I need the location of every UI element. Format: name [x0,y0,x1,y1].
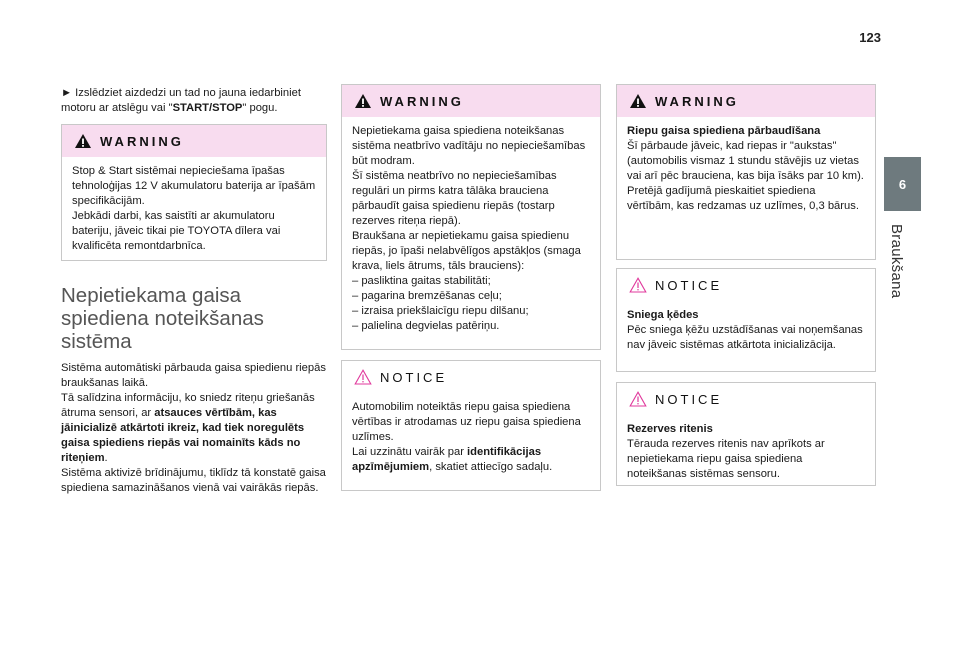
notice-header [342,361,600,393]
list-item: – pasliktina gaitas stabilitāti; [352,275,491,287]
warning-triangle-filled-icon [354,93,372,109]
warning-triangle-filled-icon [629,93,647,109]
warning-header [617,85,875,117]
warning-triangle-filled-icon [74,133,92,149]
notice-header [617,383,875,415]
list-item: – pagarina bremzēšanas ceļu; [352,290,502,302]
warning-title: WARNING [655,93,739,109]
list-item: – palielina degvielas patēriņu. [352,320,500,332]
box-subtitle: Sniega ķēdes [627,309,699,321]
warning-triangle-outline-icon [629,391,647,407]
section-body: Sistēma automātiski pārbauda gaisa spiedienu riepās braukšanas laikā. Tā salīdzina informāciju, ko sniedz riteņu griešanās ātruma sensori, ar atsauces vērtībām, kas jāinicializē atkārtoti ikreiz, kad tiek noregulēts gaisa spiediens riepās vai nomainīts kāds no riteņiem. Sistēma aktivizē brīdinājumu, tiklīdz tā konstatē gaisa spiediena samazināšanos vienā vai vairākās riepās. [61,362,326,494]
warning-box-pressure-check: WARNING Riepu gaisa spiediena pārbaudīšana Šī pārbaude jāveic, kad riepas ir "aukstas" (automobilis vismaz 1 stundu stāvējis uz vietas vai arī pēc brauciena, kas bija īsāks par 10 km). Pretējā gadījumā pieskaitiet spiediena vērtībām, kas redzamas uz uzlīmes, 0,3 bārus. [616,84,876,260]
notice-title: NOTICE [655,277,723,293]
notice-box-snow-chains: NOTICE Sniega ķēdes Pēc sniega ķēžu uzstādīšanas vai noņemšanas nav jāveic sistēmas atkārtota inicializācija. [616,268,876,372]
chapter-tab[interactable]: 6 [884,157,921,211]
chapter-title: Braukšana [888,224,905,299]
bullet-icon: ► [61,87,73,99]
warning-box-detection: WARNING Nepietiekama gaisa spiediena noteikšanas sistēma neatbrīvo vadītāju no nepieciešamības būt modram. Šī sistēma neatbrīvo no nepieciešamības regulāri un pirms katra tālāka brauciena pārbaudīt gaisa spiedienu riepās (tostarp rezerves riteņa riepā). Braukšana ar nepietiekamu gaisa spiedienu riepās, jo īpaši nelabvēlīgos apstākļos (smaga krava, liels ātrums, tāls brauciens): – pasliktina gaitas stabilitāti; – pagarina bremzēšanas ceļu; – izraisa priekšlaicīgu riepu dilšanu; – palielina degvielas patēriņu. [341,84,601,350]
warning-box-battery: WARNING Stop & Start sistēmai nepieciešama īpašas tehnoloģijas 12 V akumulatoru baterija ar īpašām specifikācijām. Jebkādi darbi, kas saistīti ar akumulatoru bateriju, jāveic tikai pie TOYOTA dīlera vai kvalificēta remontdarbnīca. [61,124,327,261]
notice-box-spare-wheel: NOTICE Rezerves ritenis Tērauda rezerves ritenis nav aprīkots ar nepietiekama riepu gaisa spiediena noteikšanas sistēmas sensoru. [616,382,876,486]
warning-title: WARNING [380,93,464,109]
warning-triangle-outline-icon [354,369,372,385]
warning-title: WARNING [100,133,184,149]
box-subtitle: Rezerves ritenis [627,423,713,435]
notice-box-pressure-values: NOTICE Automobilim noteiktās riepu gaisa spiediena vērtības ir atrodamas uz riepu gaisa spiediena uzlīmes. Lai uzzinātu vairāk par identifikācijas apzīmējumiem, skatiet attiecīgo sadaļu. [341,360,601,491]
box-subtitle: Riepu gaisa spiediena pārbaudīšana [627,125,821,137]
page-number: 123 [859,30,881,45]
warning-header [342,85,600,117]
intro-paragraph: ► Izslēdziet aizdedzi un tad no jauna iedarbiniet motoru ar atslēgu vai "START/STOP" pogu. [61,87,301,114]
notice-header [617,269,875,301]
list-item: – izraisa priekšlaicīgu riepu dilšanu; [352,305,529,317]
warning-triangle-outline-icon [629,277,647,293]
notice-title: NOTICE [380,369,448,385]
section-heading: Nepietiekama gaisa spiediena noteikšanas sistēma [61,284,264,353]
warning-header [62,125,326,157]
notice-title: NOTICE [655,391,723,407]
